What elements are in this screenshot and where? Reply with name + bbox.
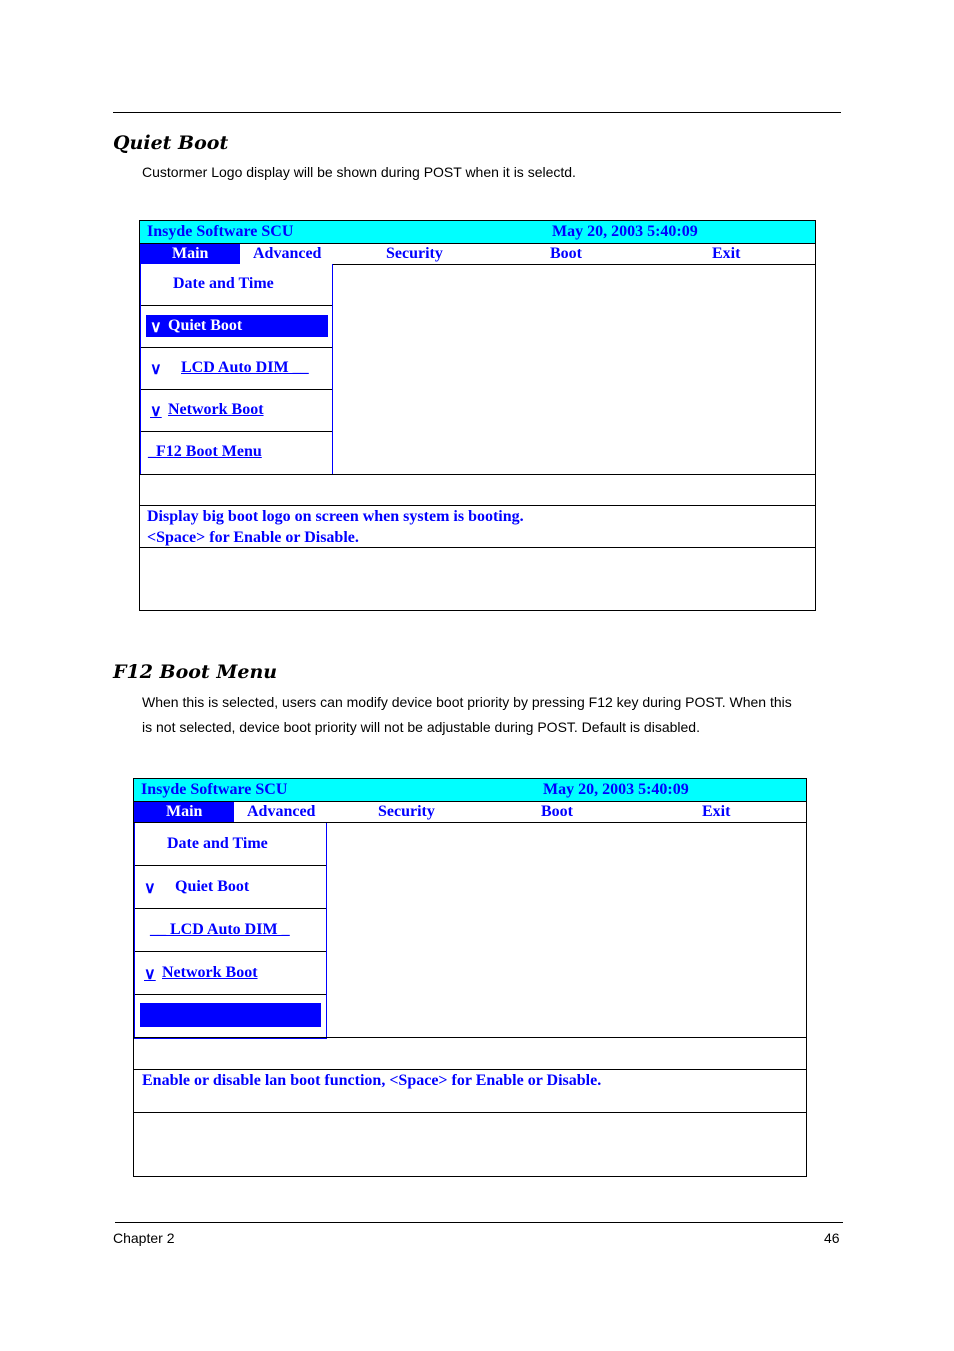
check-icon: ∨ <box>150 319 162 336</box>
tab-advanced[interactable]: Advanced <box>253 245 322 262</box>
bios-screen-quiet-boot <box>139 220 816 611</box>
divider <box>140 547 815 548</box>
bios-title-bar <box>134 779 806 802</box>
menu-item-network-boot[interactable]: ∨ Network Boot <box>135 952 326 995</box>
tab-main[interactable]: Main <box>134 802 234 822</box>
menu-item-date-and-time[interactable]: Date and Time <box>135 823 326 866</box>
check-icon: ∨ <box>144 880 156 897</box>
footer-page-number: 46 <box>824 1230 840 1246</box>
footer-chapter: Chapter 2 <box>113 1230 175 1246</box>
menu-item-lcd-auto-dim[interactable]: ∨ LCD Auto DIM __ <box>141 348 332 390</box>
help-text: Enable or disable lan boot function, <Space> for Enable or Disable. <box>142 1072 602 1089</box>
bios-screen-f12-boot-menu <box>133 778 807 1177</box>
main-submenu <box>140 264 333 475</box>
check-icon: ∨ <box>150 361 162 378</box>
divider <box>134 1037 806 1038</box>
menu-item-lcd-auto-dim[interactable]: __ LCD Auto DIM _ <box>135 909 326 952</box>
tab-security[interactable]: Security <box>378 803 435 820</box>
menu-item-quiet-boot[interactable]: ∨ Quiet Boot <box>135 866 326 909</box>
bios-title: Insyde Software SCU <box>147 223 294 240</box>
selection-highlight <box>140 1003 321 1027</box>
tab-main[interactable]: Main <box>140 244 240 264</box>
bios-title: Insyde Software SCU <box>141 781 288 798</box>
bios-datetime: May 20, 2003 5:40:09 <box>543 781 689 798</box>
tab-security[interactable]: Security <box>386 245 443 262</box>
section-heading-f12-boot-menu: F12 Boot Menu <box>113 661 278 683</box>
top-rule <box>113 112 841 113</box>
divider <box>140 474 815 475</box>
tab-boot[interactable]: Boot <box>550 245 582 262</box>
tab-exit[interactable]: Exit <box>712 245 741 262</box>
tab-advanced[interactable]: Advanced <box>247 803 316 820</box>
bios-menu-bar <box>134 802 806 823</box>
check-icon: ∨ <box>144 966 156 983</box>
menu-item-date-and-time[interactable]: Date and Time <box>141 264 332 306</box>
bios-datetime: May 20, 2003 5:40:09 <box>552 223 698 240</box>
section-heading-quiet-boot: Quiet Boot <box>113 132 229 154</box>
menu-item-network-boot[interactable]: ∨ Network Boot <box>141 390 332 432</box>
footer-rule <box>115 1222 843 1223</box>
menu-item-quiet-boot[interactable]: ∨ Quiet Boot <box>141 306 332 348</box>
divider <box>134 1112 806 1113</box>
bios-title-bar <box>140 221 815 244</box>
main-submenu <box>134 823 327 1039</box>
help-text: Display big boot logo on screen when system is booting. <Space> for Enable or Disable. <box>147 508 524 546</box>
tab-boot[interactable]: Boot <box>541 803 573 820</box>
check-icon: ∨ <box>150 403 162 420</box>
menu-item-f12-boot-menu[interactable]: _F12 Boot Menu <box>148 443 262 460</box>
section-description-quiet-boot: Custormer Logo display will be shown during POST when it is selectd. <box>142 164 576 180</box>
menu-item-f12-boot-menu[interactable] <box>135 995 326 1037</box>
bios-menu-bar <box>140 244 815 265</box>
section-description-f12-boot-menu: When this is selected, users can modify device boot priority by pressing F12 key during POST. When this is not selected, device boot priority will not be adjustable during POST. Default is disabled. <box>142 694 792 735</box>
tab-exit[interactable]: Exit <box>702 803 731 820</box>
